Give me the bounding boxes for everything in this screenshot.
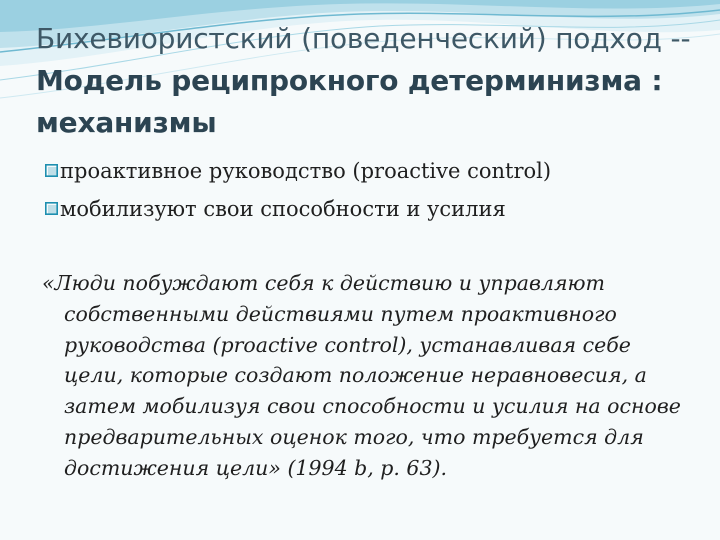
slide-title-part2: Модель реципрокного детерминизма : механизмы xyxy=(36,64,663,139)
slide-title xyxy=(36,18,696,144)
square-bullet-icon xyxy=(45,164,58,177)
bullet-item-1 xyxy=(44,152,694,190)
bullet-item-2 xyxy=(44,190,694,228)
square-bullet-icon xyxy=(45,202,58,215)
bullet-list xyxy=(44,152,694,228)
bullet-text-1: проактивное руководство (proactive control) xyxy=(60,159,552,183)
bullet-text-2: мобилизуют свои способности и усилия xyxy=(60,197,506,221)
quote-paragraph: «Люди побуждают себя к действию и управляют собственными действиями путем проактивного руководства (proactive control), устанавливая себе цели, которые создают положение неравновесия, а затем мобилизуя свои способности и усилия на основе предварительных оценок того, что требуется для достижения цели» (1994 b, p. 63). xyxy=(42,271,681,480)
slide-title-part1: Бихевиористский (поведенческий) подход -- xyxy=(36,22,691,55)
